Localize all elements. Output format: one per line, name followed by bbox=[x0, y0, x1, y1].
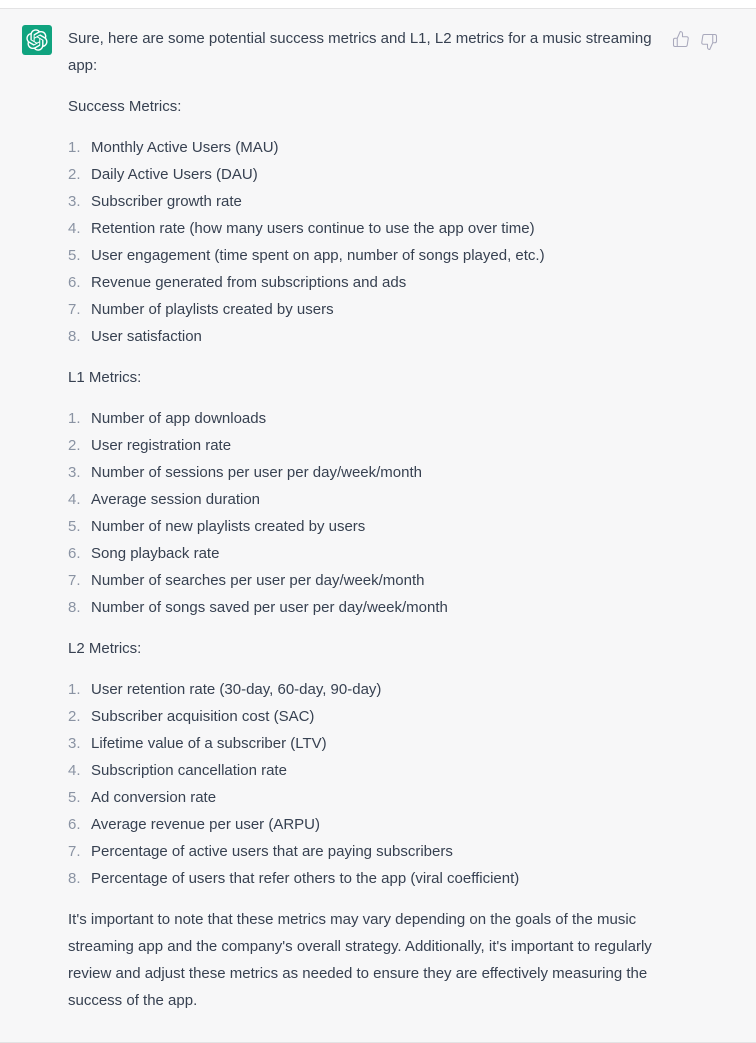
list-item-text: Average revenue per user (ARPU) bbox=[91, 816, 320, 833]
list-item-text: Number of new playlists created by users bbox=[91, 518, 366, 535]
list-item-text: Average session duration bbox=[91, 491, 260, 508]
list-item-text: Ad conversion rate bbox=[91, 789, 217, 806]
list-marker: 6. bbox=[68, 816, 81, 833]
list-marker: 1. bbox=[68, 139, 81, 156]
list-item-text: Monthly Active Users (MAU) bbox=[91, 139, 279, 156]
list-item-text: Number of songs saved per user per day/week/month bbox=[91, 599, 448, 616]
list-item-text: Daily Active Users (DAU) bbox=[91, 166, 258, 183]
list-item-text: User registration rate bbox=[91, 437, 232, 454]
list-marker: 8. bbox=[68, 328, 81, 345]
list-marker: 4. bbox=[68, 491, 81, 508]
list-item-text: Subscription cancellation rate bbox=[91, 762, 287, 779]
list-item bbox=[68, 459, 656, 486]
list-marker: 5. bbox=[68, 518, 81, 535]
section-heading-l2-metrics: L2 Metrics: bbox=[68, 640, 142, 657]
list-item bbox=[68, 676, 656, 703]
list-item bbox=[68, 757, 656, 784]
list-item bbox=[68, 540, 656, 567]
list-item bbox=[68, 269, 656, 296]
list-item bbox=[68, 486, 656, 513]
list-item-text: User satisfaction bbox=[91, 328, 202, 345]
list-marker: 8. bbox=[68, 599, 81, 616]
list-marker: 7. bbox=[68, 301, 81, 318]
avatar bbox=[22, 25, 52, 55]
list-marker: 1. bbox=[68, 681, 81, 698]
list-marker: 5. bbox=[68, 247, 81, 264]
list-item-text: Revenue generated from subscriptions and ads bbox=[91, 274, 407, 291]
list-item bbox=[68, 296, 656, 323]
list-marker: 4. bbox=[68, 762, 81, 779]
list-marker: 3. bbox=[68, 193, 81, 210]
list-item bbox=[68, 188, 656, 215]
list-item-text: Lifetime value of a subscriber (LTV) bbox=[91, 735, 327, 752]
section-heading-success-metrics: Success Metrics: bbox=[68, 98, 182, 115]
list-item-text: Song playback rate bbox=[91, 545, 220, 562]
list-marker: 4. bbox=[68, 220, 81, 237]
list-marker: 7. bbox=[68, 843, 81, 860]
message-content bbox=[68, 25, 656, 1014]
list-item bbox=[68, 323, 656, 350]
list-item bbox=[68, 242, 656, 269]
thumbs-down-button[interactable] bbox=[700, 33, 718, 51]
success-metrics-list bbox=[68, 134, 656, 350]
list-marker: 2. bbox=[68, 437, 81, 454]
list-item-text: Subscriber acquisition cost (SAC) bbox=[91, 708, 315, 725]
list-marker: 7. bbox=[68, 572, 81, 589]
list-item bbox=[68, 432, 656, 459]
list-item bbox=[68, 811, 656, 838]
thumbs-up-button[interactable] bbox=[672, 30, 690, 48]
list-item bbox=[68, 567, 656, 594]
list-item bbox=[68, 784, 656, 811]
list-item-text: Number of app downloads bbox=[91, 410, 267, 427]
list-item-text: Percentage of active users that are paying subscribers bbox=[91, 843, 453, 860]
list-item bbox=[68, 405, 656, 432]
l2-metrics-list bbox=[68, 676, 656, 892]
list-item-text: User engagement (time spent on app, number of songs played, etc.) bbox=[91, 247, 545, 264]
openai-logo-icon bbox=[26, 29, 48, 51]
list-marker: 5. bbox=[68, 789, 81, 806]
section-heading-l1-metrics: L1 Metrics: bbox=[68, 369, 142, 386]
list-item bbox=[68, 730, 656, 757]
list-item bbox=[68, 703, 656, 730]
intro-paragraph: Sure, here are some potential success metrics and L1, L2 metrics for a music streaming app: bbox=[68, 30, 652, 74]
list-item bbox=[68, 161, 656, 188]
list-item bbox=[68, 838, 656, 865]
list-item-text: Subscriber growth rate bbox=[91, 193, 242, 210]
outro-paragraph: It's important to note that these metrics may vary depending on the goals of the music streaming app and the company's overall strategy. Additionally, it's important to regularly review and adjust these metrics as needed to ensure they are effectively measuring the success of the app. bbox=[68, 911, 652, 1009]
list-item-text: Percentage of users that refer others to the app (viral coefficient) bbox=[91, 870, 520, 887]
list-item bbox=[68, 513, 656, 540]
list-marker: 2. bbox=[68, 166, 81, 183]
list-marker: 6. bbox=[68, 545, 81, 562]
l1-metrics-list bbox=[68, 405, 656, 621]
list-item bbox=[68, 215, 656, 242]
list-marker: 2. bbox=[68, 708, 81, 725]
thumbs-down-icon bbox=[700, 33, 718, 51]
list-marker: 6. bbox=[68, 274, 81, 291]
list-item-text: Number of sessions per user per day/week/month bbox=[91, 464, 422, 481]
list-marker: 3. bbox=[68, 464, 81, 481]
list-item-text: User retention rate (30-day, 60-day, 90-day) bbox=[91, 681, 382, 698]
thumbs-up-icon bbox=[672, 30, 690, 48]
list-marker: 8. bbox=[68, 870, 81, 887]
list-item-text: Number of searches per user per day/week/month bbox=[91, 572, 425, 589]
list-item bbox=[68, 865, 656, 892]
list-marker: 1. bbox=[68, 410, 81, 427]
list-item bbox=[68, 134, 656, 161]
list-item-text: Number of playlists created by users bbox=[91, 301, 334, 318]
list-item bbox=[68, 594, 656, 621]
list-item-text: Retention rate (how many users continue to use the app over time) bbox=[91, 220, 535, 237]
assistant-message bbox=[0, 8, 756, 1043]
list-marker: 3. bbox=[68, 735, 81, 752]
message-actions bbox=[672, 30, 718, 51]
